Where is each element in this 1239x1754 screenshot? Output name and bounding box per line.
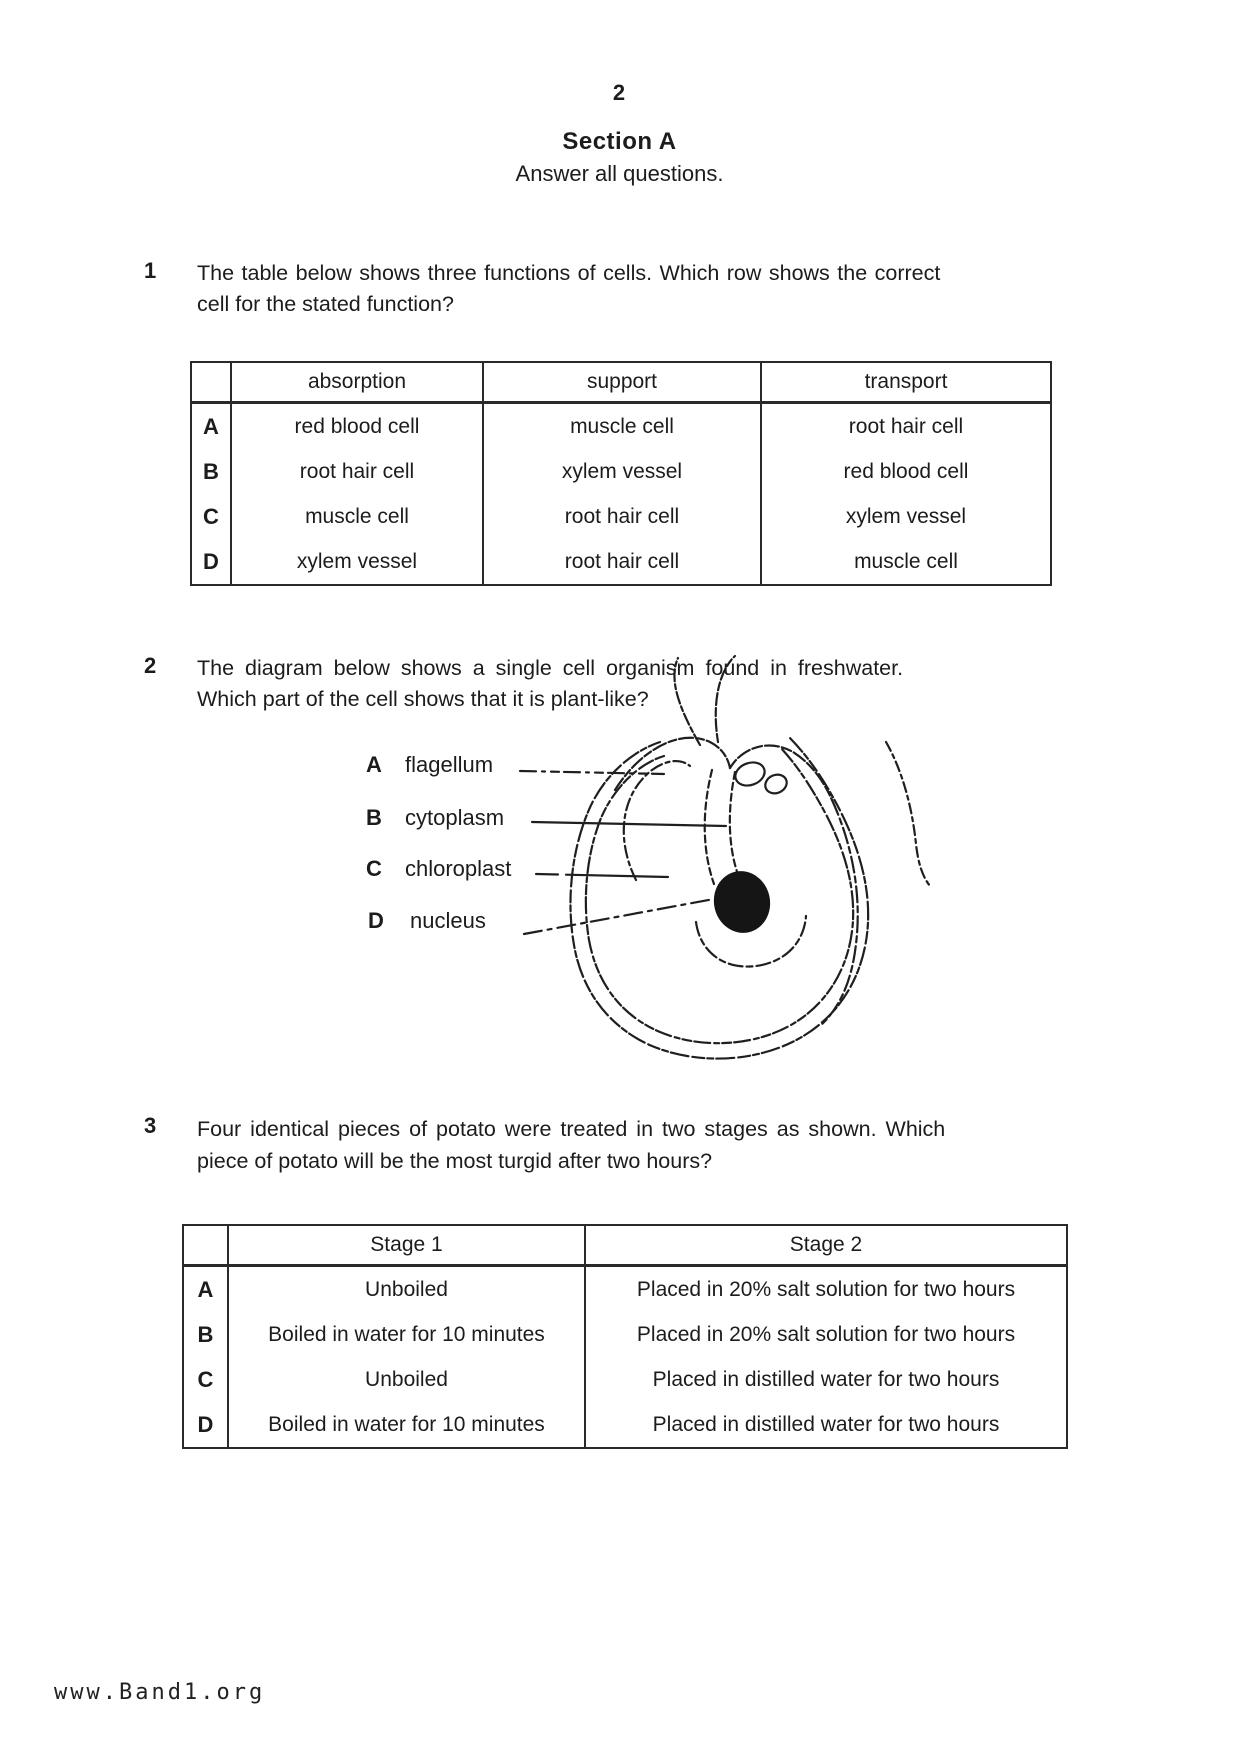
option-letter: D — [191, 539, 231, 585]
question-1-table — [190, 361, 1052, 586]
cell-value: muscle cell — [231, 494, 483, 539]
question-3-number: 3 — [144, 1113, 157, 1138]
cell-value: root hair cell — [483, 494, 761, 539]
option-letter: A — [183, 1266, 228, 1313]
option-b-letter: B — [366, 805, 382, 830]
leader-line-cytoplasm — [532, 822, 726, 826]
header-absorption: absorption — [231, 362, 483, 403]
table-header-row — [183, 1225, 1067, 1266]
anterior-left-hump — [615, 738, 730, 790]
question-3-line-2: piece of potato will be the most turgid after two hours? — [197, 1149, 713, 1173]
section-subtitle: Answer all questions. — [515, 161, 724, 186]
table-row — [183, 1402, 1067, 1448]
header-blank-cell — [191, 362, 231, 403]
page-number: 2 — [612, 80, 627, 105]
option-c-label: chloroplast — [405, 856, 512, 881]
cell-value: Placed in distilled water for two hours — [585, 1402, 1067, 1448]
leader-line-flagellum — [520, 771, 664, 774]
cell-value: xylem vessel — [231, 539, 483, 585]
option-b-label: cytoplasm — [405, 805, 505, 830]
option-a-letter: A — [366, 752, 382, 777]
table-row — [191, 494, 1051, 539]
cell-value: root hair cell — [483, 539, 761, 585]
option-letter: D — [183, 1402, 228, 1448]
header-transport: transport — [761, 362, 1051, 403]
eyespot-blob-small — [762, 771, 789, 796]
cell-value: Unboiled — [228, 1266, 585, 1313]
question-1-text — [197, 258, 940, 320]
option-d-letter: D — [368, 908, 384, 933]
flagellum-tail-right — [886, 742, 930, 886]
question-1-line-1: The table below shows three functions of cells. Which row shows the correct — [197, 261, 941, 285]
option-letter: A — [191, 403, 231, 450]
cell-value: xylem vessel — [761, 494, 1051, 539]
option-letter: B — [191, 449, 231, 494]
cell-value: Boiled in water for 10 minutes — [228, 1312, 585, 1357]
cell-value: Placed in 20% salt solution for two hours — [585, 1312, 1067, 1357]
cell-value: muscle cell — [483, 403, 761, 450]
cell-value: Placed in 20% salt solution for two hours — [585, 1266, 1067, 1313]
option-a-label: flagellum — [405, 752, 494, 777]
flagellum-strand-left — [674, 658, 700, 745]
cell-value: Unboiled — [228, 1357, 585, 1402]
canal-line-right — [730, 772, 740, 880]
cell-value: red blood cell — [761, 449, 1051, 494]
cell-value: root hair cell — [761, 403, 1051, 450]
question-2-line-1: The diagram below shows a single cell organism found in freshwater. — [197, 656, 904, 680]
table-row — [191, 403, 1051, 450]
table-row — [183, 1312, 1067, 1357]
cell-value: Boiled in water for 10 minutes — [228, 1402, 585, 1448]
cell-value: Placed in distilled water for two hours — [585, 1357, 1067, 1402]
table-row — [191, 449, 1051, 494]
canal-line-left — [705, 770, 714, 884]
reservoir-arc — [624, 761, 690, 880]
footer-url: www.Band1.org — [54, 1680, 266, 1705]
cell-diagram — [440, 630, 960, 1070]
cell-function-table — [190, 361, 1052, 586]
cell-value: muscle cell — [761, 539, 1051, 585]
option-letter: B — [183, 1312, 228, 1357]
option-d-label: nucleus — [410, 908, 486, 933]
question-2-line-2: Which part of the cell shows that it is plant-like? — [197, 687, 649, 711]
leader-line-nucleus — [524, 899, 714, 934]
cell-value: red blood cell — [231, 403, 483, 450]
table-header-row — [191, 362, 1051, 403]
eyespot-blob-large — [732, 759, 768, 790]
question-1-number: 1 — [144, 258, 157, 283]
header-support: support — [483, 362, 761, 403]
potato-stages-table — [182, 1224, 1068, 1449]
table-row — [183, 1357, 1067, 1402]
option-c-letter: C — [366, 856, 382, 881]
question-3-line-1: Four identical pieces of potato were treated in two stages as shown. Which — [197, 1117, 946, 1141]
section-title: Section A — [562, 128, 677, 155]
question-3-table — [182, 1224, 1068, 1449]
leader-line-chloroplast — [536, 874, 668, 877]
flagellum-strand-right — [716, 656, 735, 742]
table-row — [191, 539, 1051, 585]
nucleus-shape — [708, 866, 776, 938]
cell-value: xylem vessel — [483, 449, 761, 494]
question-2-number: 2 — [144, 653, 157, 678]
header-stage-2: Stage 2 — [585, 1225, 1067, 1266]
header-stage-1: Stage 1 — [228, 1225, 585, 1266]
question-1-line-2: cell for the stated function? — [197, 292, 454, 316]
question-3-text — [197, 1113, 945, 1177]
option-letter: C — [191, 494, 231, 539]
table-row — [183, 1266, 1067, 1313]
option-letter: C — [183, 1357, 228, 1402]
header-blank-cell — [183, 1225, 228, 1266]
cell-value: root hair cell — [231, 449, 483, 494]
